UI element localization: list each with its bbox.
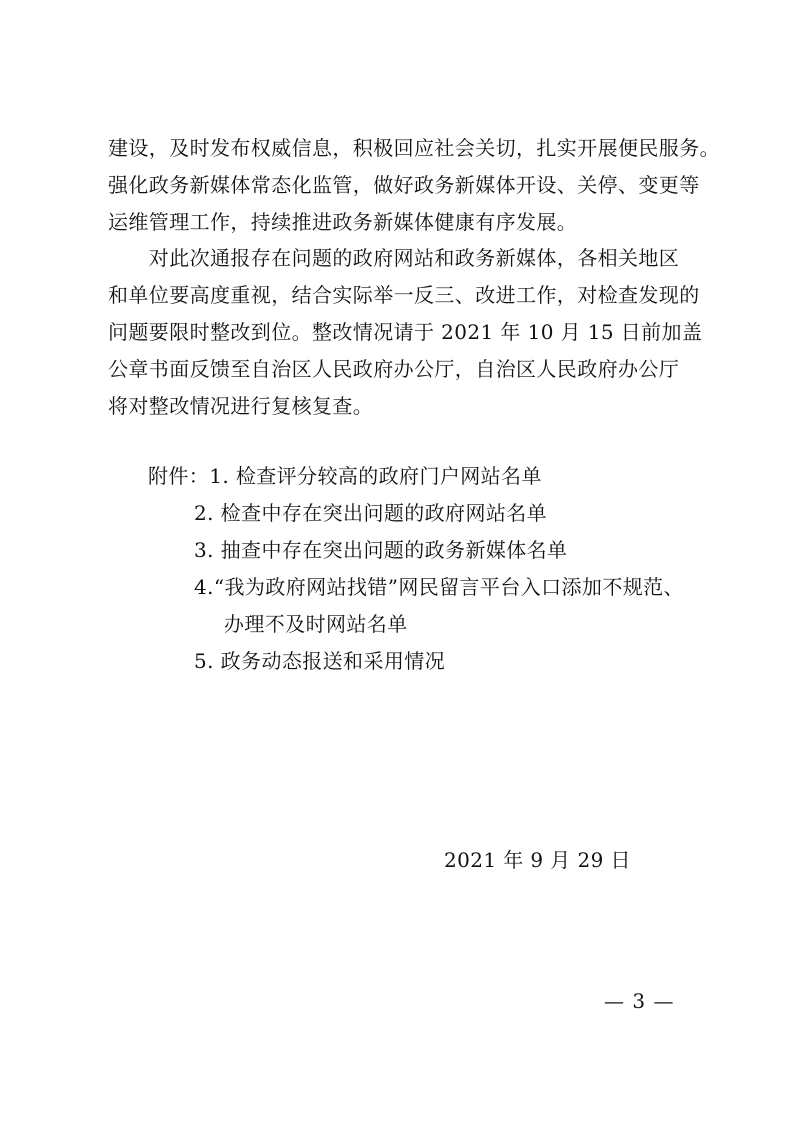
attachments-list <box>148 458 708 680</box>
paragraph-line: 公章书面反馈至自治区人民政府办公厅，自治区人民政府办公厅 <box>108 357 680 381</box>
paragraph-line: 将对整改情况进行复核复查。 <box>108 394 374 418</box>
attachment-item-2: 2. 检查中存在突出问题的政府网站名单 <box>194 501 548 525</box>
attachment-item-4-continued: 办理不及时网站名单 <box>224 612 408 636</box>
attachments-label: 附件： <box>148 464 210 488</box>
attachment-item-1 <box>148 458 708 495</box>
paragraph-2 <box>108 240 708 425</box>
paragraph-line: 对此次通报存在问题的政府网站和政务新媒体，各相关地区 <box>108 246 680 270</box>
page-number: — 3 — <box>604 989 675 1013</box>
paragraph-line: 强化政务新媒体常态化监管，做好政务新媒体开设、关停、变更等 <box>108 173 700 197</box>
paragraph-1 <box>108 130 720 241</box>
paragraph-line: 问题要限时整改到位。整改情况请于 2021 年 10 月 15 日前加盖 <box>108 320 703 344</box>
attachment-item-3: 3. 抽查中存在突出问题的政务新媒体名单 <box>194 538 568 562</box>
paragraph-line: 运维管理工作，持续推进政务新媒体健康有序发展。 <box>108 210 578 234</box>
attachment-item-4: 4.“我为政府网站找错”网民留言平台入口添加不规范、 <box>194 575 684 599</box>
paragraph-line: 建设，及时发布权威信息，积极回应社会关切，扎实开展便民服务。 <box>108 136 720 160</box>
attachment-item-5: 5. 政务动态报送和采用情况 <box>194 649 446 673</box>
attachment-text: 1. 检查评分较高的政府门户网站名单 <box>209 464 542 488</box>
document-date: 2021 年 9 月 29 日 <box>444 848 631 872</box>
paragraph-line: 和单位要高度重视，结合实际举一反三、改进工作，对检查发现的 <box>108 283 700 307</box>
